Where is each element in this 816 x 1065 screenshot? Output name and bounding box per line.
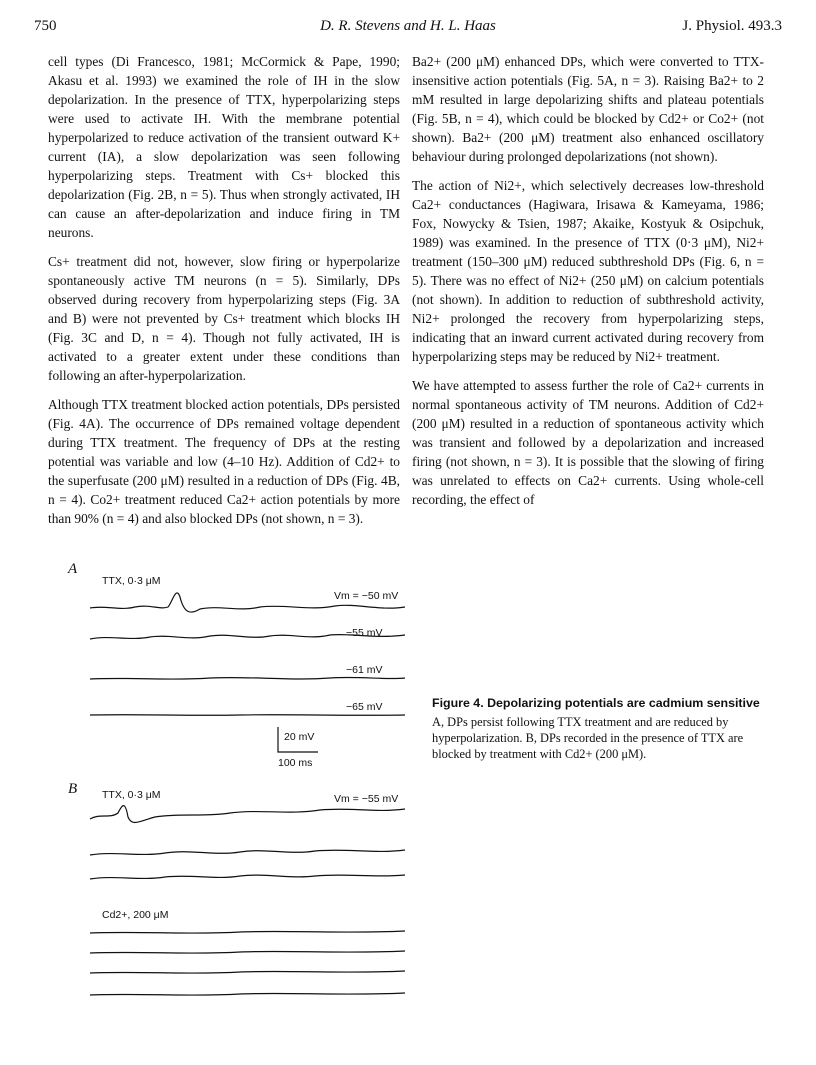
paragraph: Cs+ treatment did not, however, slow firing or hyperpolarize spontaneously active TM neurons (n = 5). Similarly, DPs observed during recovery from hyperpolarizing steps (Fig. 3A and B) were not prevented by Cs+ treatment which blocks IH (Fig. 3C and D, n = 4). Though not fully activated, IH is activated to a greater extent under these conditions than following an after-hyperpolarization. [48, 254, 400, 383]
paragraph: We have attempted to assess further the role of Ca2+ currents in normal spontaneous activity of TM neurons. Addition of Cd2+ (200 μM) resulted in a reduction of spontaneous activity which was transient and followed by a depolarization and increased firing (not shown, n = 3). It is possible that the slowing of firing was unrelated to effects on Ca2+ currents. Using whole-cell recording, the effect of [412, 378, 764, 507]
running-authors: D. R. Stevens and H. L. Haas [320, 18, 496, 34]
left-text-column [48, 52, 400, 528]
scale-time-label: 100 ms [278, 757, 313, 769]
figure-4-traces [60, 555, 420, 1025]
panel-label-a: A [68, 561, 78, 577]
caption-title: Figure 4. Depolarizing potentials are cadmium sensitive [432, 696, 760, 710]
paragraph: cell types (Di Francesco, 1981; McCormick & Pape, 1990; Akasu et al. 1993) we examined the role of IH in the slow depolarization. In the presence of TTX, hyperpolarizing steps were used to activate IH. With the membrane potential hyperpolarized to reduce activation of the transient outward K+ current (IA), a slow depolarization was seen following hyperpolarizing steps. Treatment with Cs+ blocked this depolarization (Fig. 2B, n = 5). Thus when strongly activated, IH can cause an after-depolarization and induce firing in TM neurons. [48, 54, 400, 240]
page-number: 750 [34, 18, 57, 34]
panel-b-vm-label: Vm = −55 mV [334, 793, 399, 805]
caption-body: A, DPs persist following TTX treatment and are reduced by hyperpolarization. B, DPs recorded in the presence of TTX are blocked by treatment with Cd2+ (200 μM). [432, 715, 744, 761]
scale-voltage-label: 20 mV [284, 731, 315, 743]
panel-a-voltage-4: −65 mV [346, 701, 383, 713]
panel-b-cadmium-label: Cd2+, 200 μM [102, 909, 169, 921]
right-text-column [412, 52, 764, 509]
journal-reference: J. Physiol. 493.3 [682, 18, 782, 34]
panel-a-voltage-2: −55 mV [346, 627, 383, 639]
paragraph: Ba2+ (200 μM) enhanced DPs, which were converted to TTX-insensitive action potentials (Fig. 5A, n = 3). Raising Ba2+ to 2 mM resulted in large depolarizing shifts and plateau potentials (Fig. 5B, n = 4), which could be blocked by Cd2+ or Co2+ (not shown). Ba2+ (200 μM) treatment also enhanced oscillatory behaviour during prolonged depolarizations (not shown). [412, 54, 764, 164]
panel-a-voltage-3: −61 mV [346, 664, 383, 676]
trace-a-65mv [90, 715, 405, 716]
paragraph: Although TTX treatment blocked action potentials, DPs persisted (Fig. 4A). The occurrence of DPs remained voltage dependent during TTX treatment. The frequency of DPs at the resting potential was variable and low (4–10 Hz). Addition of Cd2+ to the superfusate (200 μM) resulted in a reduction of DPs (Fig. 4B, n = 4). Co2+ treatment reduced Ca2+ action potentials by more than 90% (n = 4) and also blocked DPs (not shown, n = 3). [48, 397, 400, 526]
panel-a-vm-label: Vm = −50 mV [334, 590, 399, 602]
trace-cd-1 [90, 931, 405, 933]
trace-cd-4 [90, 993, 405, 995]
figure-caption [432, 695, 762, 762]
running-header [34, 18, 782, 40]
trace-b-1 [90, 806, 405, 823]
trace-b-3 [90, 875, 405, 879]
panel-label-b: B [68, 781, 78, 797]
trace-b-2 [90, 850, 405, 855]
trace-cd-3 [90, 971, 405, 973]
trace-cd-2 [90, 951, 405, 953]
panel-a-condition: TTX, 0·3 μM [102, 575, 161, 587]
panel-b-condition: TTX, 0·3 μM [102, 789, 161, 801]
paragraph: The action of Ni2+, which selectively decreases low-threshold Ca2+ conductances (Hagiwara, Irisawa & Kameyama, 1986; Fox, Nowycky & Tsien, 1987; Akaike, Kostyuk & Osipchuk, 1989) was examined. In the presence of TTX (0·3 μM), Ni2+ treatment (150–300 μM) reduced subthreshold DPs (Fig. 6, n = 5). There was no effect of Ni2+ (250 μM) on calcium potentials (not shown). In addition to reduction of subthreshold activity, Ni2+ prolonged the recovery from hyperpolarizing steps, indicating that an inward current activated during recovery from hyperpolarizing steps may be reduced by Ni2+ treatment. [412, 178, 764, 364]
trace-a-61mv [90, 677, 405, 679]
